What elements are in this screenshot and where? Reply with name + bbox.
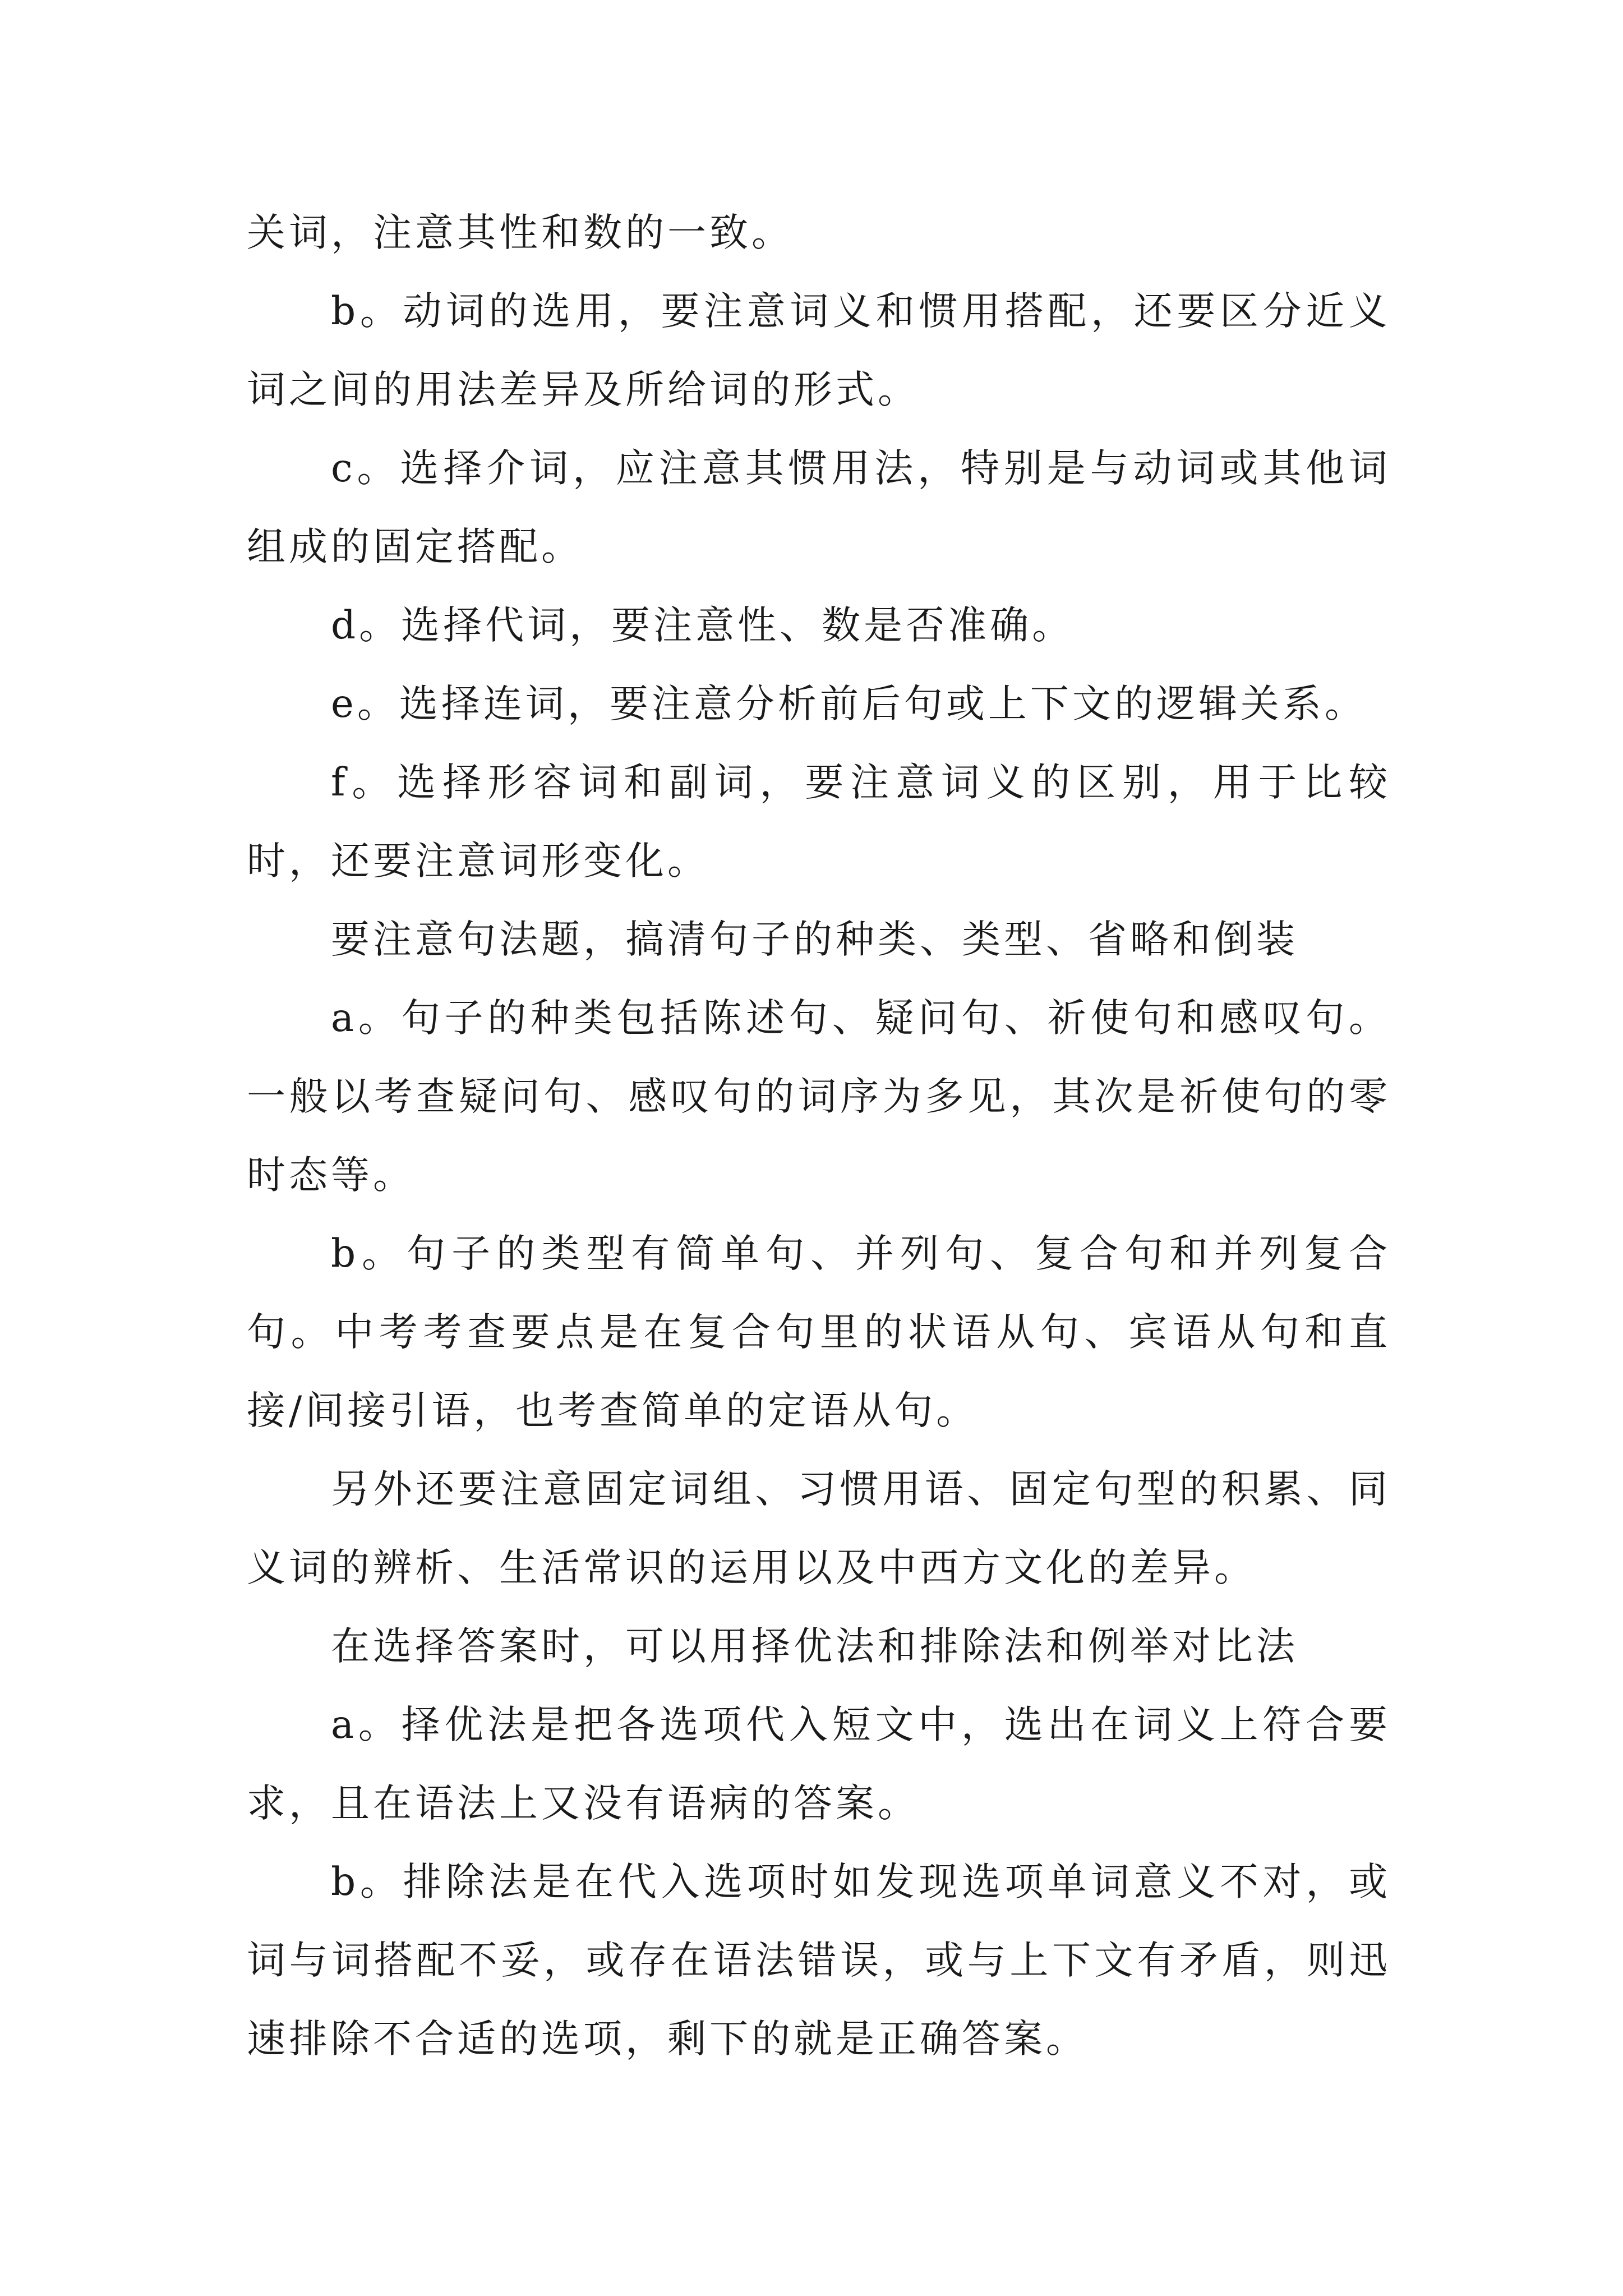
document-body	[247, 194, 1391, 2078]
paragraph-11: 在选择答案时，可以用择优法和排除法和例举对比法	[331, 1624, 1298, 1669]
paragraph-9: b。句子的类型有简单句、并列句、复合句和并列复合句。中考考查要点是在复合句里的状语从句、宾语从句和直接/间接引语，也考查简单的定语从句。	[247, 1231, 1391, 1433]
paragraph-12: a。择优法是把各选项代入短文中，选出在词义上符合要求，且在语法上又没有语病的答案。	[247, 1703, 1391, 1826]
paragraph-13: b。排除法是在代入选项时如发现选项单词意义不对，或词与词搭配不妥，或存在语法错误，或与上下文有矛盾，则迅速排除不合适的选项，剩下的就是正确答案。	[247, 1860, 1391, 2062]
paragraph-7: 要注意句法题，搞清句子的种类、类型、省略和倒装	[331, 917, 1298, 962]
paragraph-10: 另外还要注意固定词组、习惯用语、固定句型的积累、同义词的辨析、生活常识的运用以及中西方文化的差异。	[247, 1467, 1391, 1590]
paragraph-6: f。选择形容词和副词，要注意词义的区别，用于比较时，还要注意词形变化。	[247, 760, 1391, 884]
paragraph-1: 关词，注意其性和数的一致。	[247, 210, 794, 255]
paragraph-5: e。选择连词，要注意分析前后句或上下文的逻辑关系。	[331, 682, 1367, 726]
paragraph-8: a。句子的种类包括陈述句、疑问句、祈使句和感叹句。一般以考查疑问句、感叹句的词序为多见，其次是祈使句的零时态等。	[247, 996, 1391, 1198]
paragraph-3: c。选择介词，应注意其惯用法，特别是与动词或其他词组成的固定搭配。	[247, 446, 1391, 569]
paragraph-4: d。选择代词，要注意性、数是否准确。	[331, 603, 1075, 648]
paragraph-2: b。动词的选用，要注意词义和惯用搭配，还要区分近义词之间的用法差异及所给词的形式。	[247, 289, 1391, 412]
